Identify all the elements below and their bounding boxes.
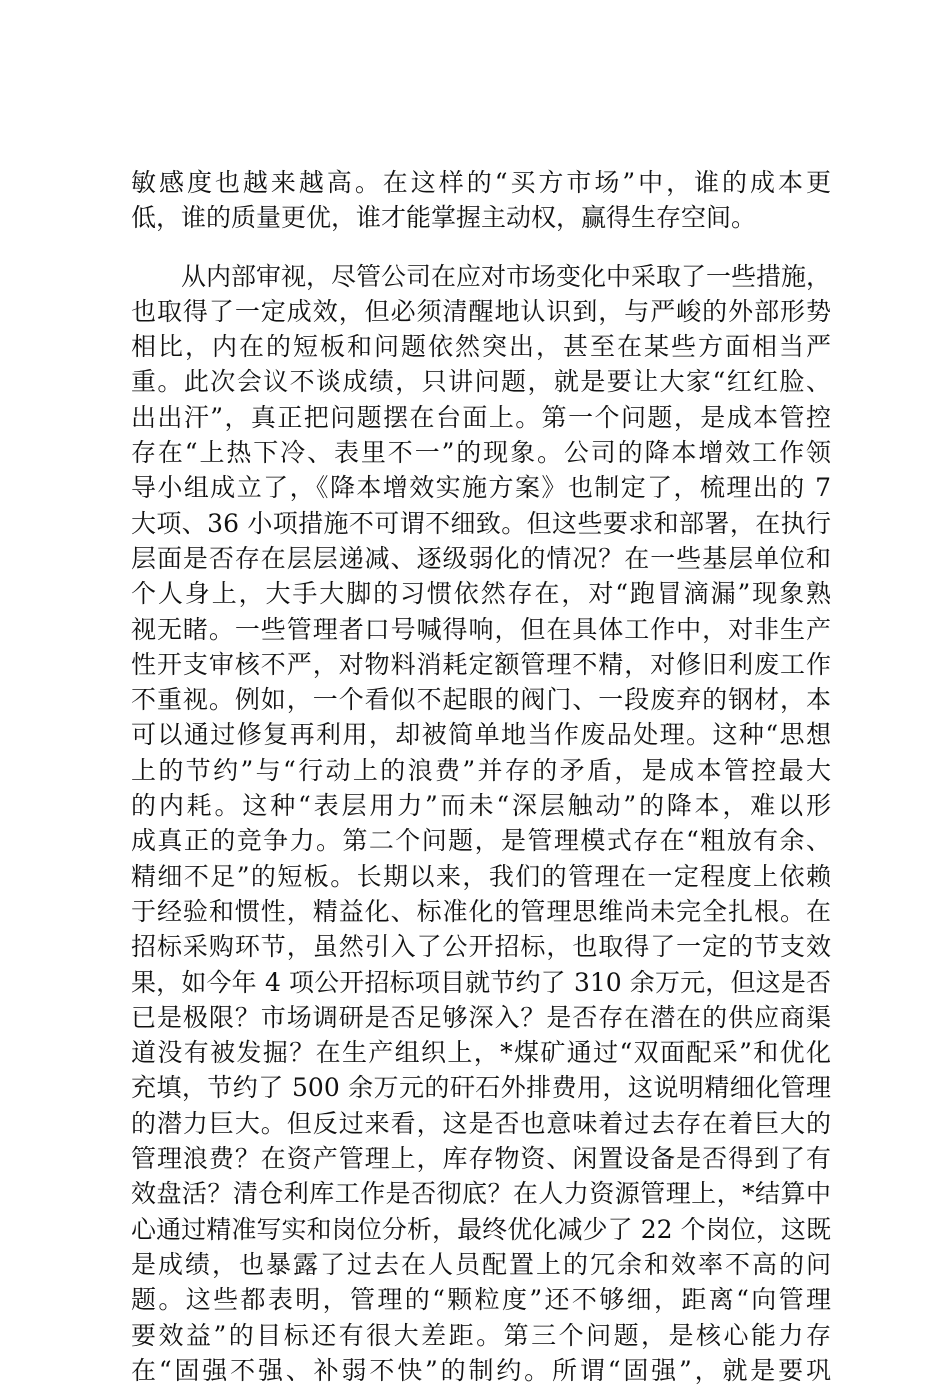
text-line: 精细不足”的短板。长期以来，我们的管理在一定程度上依赖: [131, 861, 831, 891]
text-line: 层面是否存在层层递减、逐级弱化的情况？在一些基层单位和: [131, 543, 831, 573]
text-line: 可以通过修复再利用，却被简单地当作废品处理。这种“思想: [131, 720, 831, 750]
text-line: 充填，节约了 500 余万元的矸石外排费用，这说明精细化管理: [131, 1073, 831, 1103]
text-line: 从内部审视，尽管公司在应对市场变化中采取了一些措施，: [131, 261, 832, 291]
text-line: 性开支审核不严，对物料消耗定额管理不精，对修旧利废工作: [131, 649, 831, 679]
text-line: 低，谁的质量更优，谁才能掌握主动权，赢得生存空间。: [131, 203, 757, 233]
paragraph-2: [131, 259, 831, 1388]
text-line: 个人身上，大手大脚的习惯依然存在，对“跑冒滴漏”现象熟: [131, 579, 831, 609]
text-line: 题。这些都表明，管理的“颗粒度”还不够细，距离“向管理: [131, 1285, 831, 1315]
text-line: 导小组成立了，《降本增效实施方案》也制定了，梳理出的 7: [131, 473, 831, 503]
text-line: 重。此次会议不谈成绩，只讲问题，就是要让大家“红红脸、: [131, 367, 831, 397]
text-line: 是成绩，也暴露了过去在人员配置上的冗余和效率不高的问: [131, 1249, 831, 1279]
text-line: 管理浪费？在资产管理上，库存物资、闲置设备是否得到了有: [131, 1144, 831, 1174]
text-line: 于经验和惯性，精益化、标准化的管理思维尚未完全扎根。在: [131, 896, 831, 926]
paragraph-gap: [131, 236, 831, 259]
text-line: 上的节约”与“行动上的浪费”并存的矛盾，是成本管控最大: [131, 755, 831, 785]
text-line: 出出汗”，真正把问题摆在台面上。第一个问题，是成本管控: [131, 402, 831, 432]
paragraph-1: [131, 165, 831, 236]
text-line: 也取得了一定成效，但必须清醒地认识到，与严峻的外部形势: [131, 296, 831, 326]
text-line: 敏感度也越来越高。在这样的“买方市场”中，谁的成本更: [131, 168, 831, 197]
text-line: 效盘活？清仓利库工作是否彻底？在人力资源管理上，*结算中: [131, 1179, 831, 1209]
text-line: 要效益”的目标还有很大差距。第三个问题，是核心能力存: [131, 1320, 831, 1350]
text-line: 道没有被发掘？在生产组织上，*煤矿通过“双面配采”和优化: [131, 1038, 831, 1068]
text-line: 成真正的竞争力。第二个问题，是管理模式存在“粗放有余、: [131, 826, 831, 856]
text-line: 不重视。例如，一个看似不起眼的阀门、一段废弃的钢材，本: [131, 685, 831, 715]
text-line: 存在“上热下冷、表里不一”的现象。公司的降本增效工作领: [131, 438, 831, 468]
text-line: 的潜力巨大。但反过来看，这是否也意味着过去存在着巨大的: [131, 1108, 831, 1138]
text-line: 在“固强不强、补弱不快”的制约。所谓“固强”，就是要巩: [131, 1355, 831, 1385]
text-line: 大项、36 小项措施不可谓不细致。但这些要求和部署，在执行: [131, 508, 831, 538]
text-line: 果，如今年 4 项公开招标项目就节约了 310 余万元，但这是否: [131, 967, 831, 997]
text-line: 心通过精准写实和岗位分析，最终优化减少了 22 个岗位，这既: [131, 1214, 831, 1244]
text-line: 的内耗。这种“表层用力”而未“深层触动”的降本，难以形: [131, 791, 831, 821]
text-line: 视无睹。一些管理者口号喊得响，但在具体工作中，对非生产: [131, 614, 831, 644]
text-line: 招标采购环节，虽然引入了公开招标，也取得了一定的节支效: [131, 932, 831, 962]
text-line: 已是极限？市场调研是否足够深入？是否存在潜在的供应商渠: [131, 1002, 831, 1032]
document-page: [131, 165, 831, 1388]
text-line: 相比，内在的短板和问题依然突出，甚至在某些方面相当严: [131, 332, 831, 362]
